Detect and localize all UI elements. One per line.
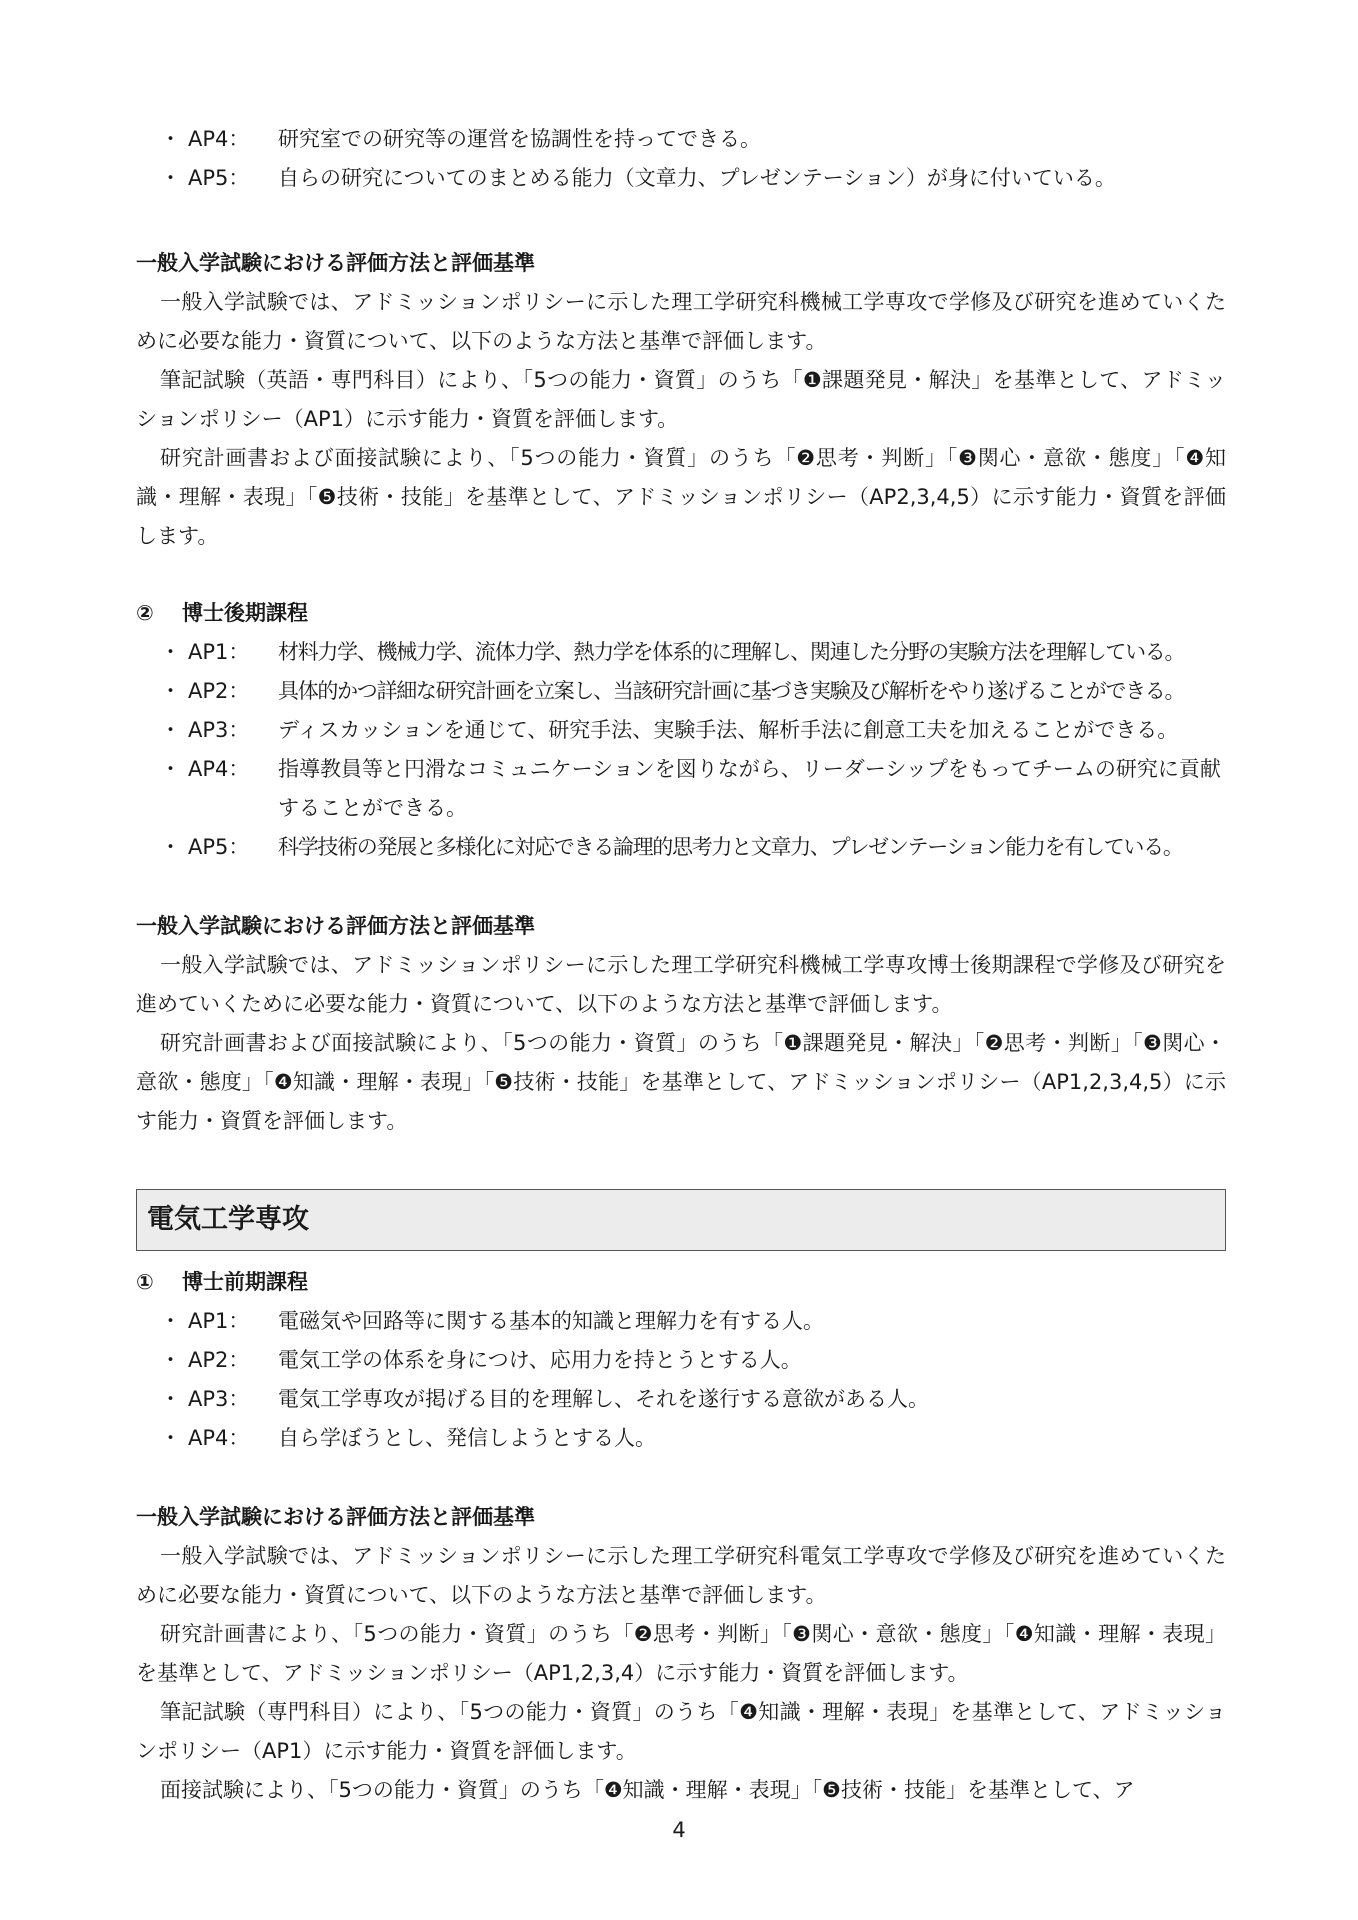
list-item: ・ AP4： 研究室での研究等の運営を協調性を持ってできる。: [160, 127, 761, 151]
paragraph: 筆記試験（英語・専門科目）により、「5つの能力・資質」のうち「❶課題発見・解決」を基準として、アドミッションポリシー（AP1）に示す能力・資質を評価します。: [136, 368, 1226, 431]
list-item: ・ AP3： ディスカッションを通じて、研究手法、実験手法、解析手法に創意工夫を加えることができる。: [160, 718, 1179, 742]
list-item: ・ AP2： 電気工学の体系を身につけ、応用力を持とうとする人。: [160, 1348, 802, 1372]
list-item: ・ AP5： 自らの研究についてのまとめる能力（文章力、プレゼンテーション）が身に付いている。: [160, 166, 1116, 190]
masters-ap-list: [136, 1302, 1226, 1458]
course-title-masters: ① 博士前期課程: [136, 1270, 308, 1294]
page-number: 4: [672, 1818, 686, 1842]
document-page: [136, 120, 1226, 1810]
list-item: ・ AP4： 自ら学ぼうとし、発信しようとする人。: [160, 1426, 656, 1450]
section-heading: 一般入学試験における評価方法と評価基準: [136, 1505, 535, 1529]
paragraph: 一般入学試験では、アドミッションポリシーに示した理工学研究科機械工学専攻博士後期課程で学修及び研究を進めていくために必要な能力・資質について、以下のような方法と基準で評価します。: [136, 953, 1226, 1016]
top-ap-list: [136, 120, 1226, 198]
paragraph: 研究計画書により、「5つの能力・資質」のうち「❷思考・判断」「❸関心・意欲・態度」「❹知識・理解・表現」を基準として、アドミッションポリシー（AP1,2,3,4）に示す能力・資質を評価します。: [136, 1622, 1226, 1685]
list-item: ・ AP2： 具体的かつ詳細な研究計画を立案し、当該研究計画に基づき実験及び解析をやり遂げることができる。: [160, 679, 1185, 703]
paragraph: 面接試験により、「5つの能力・資質」のうち「❹知識・理解・表現」「❺技術・技能」を基準として、ア: [160, 1778, 1135, 1802]
paragraph: 一般入学試験では、アドミッションポリシーに示した理工学研究科機械工学専攻で学修及び研究を進めていくために必要な能力・資質について、以下のような方法と基準で評価します。: [136, 290, 1226, 353]
paragraph: 一般入学試験では、アドミッションポリシーに示した理工学研究科電気工学専攻で学修及び研究を進めていくために必要な能力・資質について、以下のような方法と基準で評価します。: [136, 1544, 1226, 1607]
section-heading: 一般入学試験における評価方法と評価基準: [136, 251, 535, 275]
list-item: ・ AP5： 科学技術の発展と多様化に対応できる論理的思考力と文章力、プレゼンテーション能力を有している。: [160, 835, 1183, 859]
paragraph: 筆記試験（専門科目）により、「5つの能力・資質」のうち「❹知識・理解・表現」を基準として、アドミッションポリシー（AP1）に示す能力・資質を評価します。: [136, 1700, 1226, 1763]
doctoral-ap-list: [136, 633, 1226, 867]
paragraph: 研究計画書および面接試験により、「5つの能力・資質」のうち「❶課題発見・解決」「❷思考・判断」「❸関心・意欲・態度」「❹知識・理解・表現」「❺技術・技能」を基準として、アドミッションポリシー（AP1,2,3,4,5）に示す能力・資質を評価します。: [136, 1031, 1226, 1133]
list-item: ・ AP4： 指導教員等と円滑なコミュニケーションを図りながら、リーダーシップをもってチームの研究に貢献することができる。: [160, 757, 1221, 820]
department-title-box: 電気工学専攻: [136, 1189, 1226, 1251]
section-heading: 一般入学試験における評価方法と評価基準: [136, 914, 535, 938]
list-item: ・ AP1： 材料力学、機械力学、流体力学、熱力学を体系的に理解し、関連した分野の実験方法を理解している。: [160, 640, 1185, 664]
course-title-doctoral: ② 博士後期課程: [136, 601, 308, 625]
paragraph: 研究計画書および面接試験により、「5つの能力・資質」のうち「❷思考・判断」「❸関心・意欲・態度」「❹知識・理解・表現」「❺技術・技能」を基準として、アドミッションポリシー（AP2,3,4,5）に示す能力・資質を評価します。: [136, 446, 1226, 548]
list-item: ・ AP1： 電磁気や回路等に関する基本的知識と理解力を有する人。: [160, 1309, 824, 1333]
list-item: ・ AP3： 電気工学専攻が掲げる目的を理解し、それを遂行する意欲がある人。: [160, 1387, 929, 1411]
